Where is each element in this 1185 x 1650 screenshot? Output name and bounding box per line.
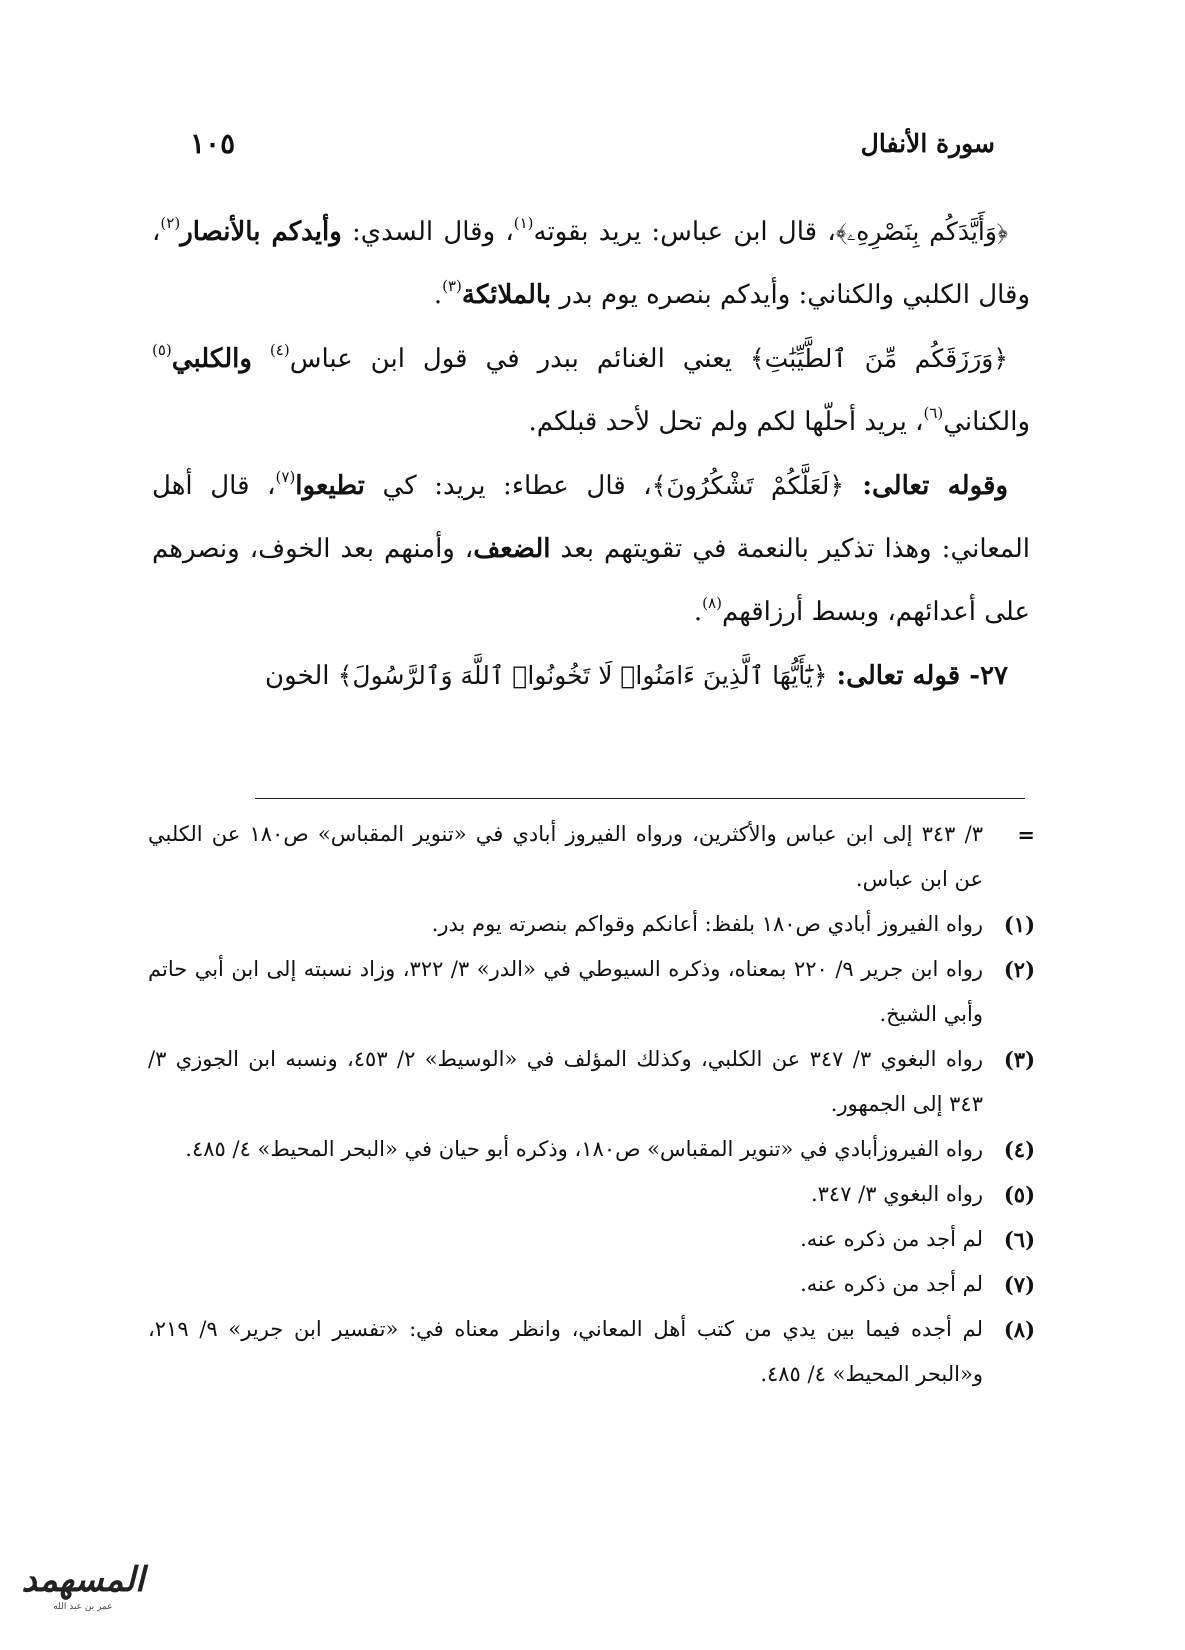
main-text: [152, 200, 1030, 708]
footnote-marker: (١): [1003, 912, 1035, 937]
footnote-text: لم أجد من ذكره عنه.: [800, 1272, 983, 1296]
quran-verse: ﴿لَعَلَّكُمْ تَشْكُرُونَ﴾: [651, 471, 844, 500]
paragraph: وقوله تعالى: ﴿لَعَلَّكُمْ تَشْكُرُونَ﴾، قال عطاء: يريد: كي تطيعوا$^{(٧)}$، قال أهل المعاني: وهذا تذكير بالنعمة في تقويتهم بعد الضعف، وأمنهم بعد الخوف، ونصرهم على أعدائهم، وبسط أرزاقهم$^{(٨)}$.: [152, 468, 1030, 627]
footnote-ref: (٧): [275, 468, 296, 486]
footnote-text: ٣/ ٣٤٣ إلى ابن عباس والأكثرين، ورواه الفيروز أبادي في «تنوير المقباس» ص١٨٠ عن الكلبي عن ابن عباس.: [148, 822, 983, 891]
quran-verse: ﴿وَرَزَقَكُم مِّنَ ٱلطَّيِّبَٰتِ﴾: [750, 344, 1009, 373]
publisher-logo: [8, 1560, 158, 1630]
page-number: ١٠٥: [190, 126, 236, 160]
footnote-marker: (٨): [1003, 1317, 1035, 1342]
footnote-ref: (٨): [702, 594, 722, 612]
paragraph: ﴿وَرَزَقَكُم مِّنَ ٱلطَّيِّبَٰتِ﴾ يعني الغنائم ببدر في قول ابن عباس$^{(٤)}$ والكلبي$^{(٥)}$ والكناني$^{(٦)}$، يريد أحلّها لكم ولم تحل لأحد قبلكم.: [152, 341, 1030, 437]
footnote-ref: (٢): [160, 214, 181, 232]
footnotes: [148, 812, 1035, 1397]
footnote-marker: (٦): [1003, 1227, 1035, 1252]
footnote: [148, 1037, 1035, 1127]
paragraph: ﴿وَأَيَّدَكُم بِنَصْرِهِۦ﴾، قال ابن عباس: يريد بقوته$^{(١)}$، وقال السدي: وأيدكم بالأنصار$^{(٢)}$، وقال الكلبي والكناني: وأيدكم بنصره يوم بدر بالملائكة$^{(٣)}$.: [152, 214, 1030, 310]
footnote-marker: =: [1017, 822, 1035, 847]
footnote-marker: (٢): [1003, 957, 1035, 982]
quran-verse: ﴿وَأَيَّدَكُم بِنَصْرِهِۦ﴾: [835, 217, 1008, 246]
footnote-ref: (٣): [442, 277, 462, 295]
footnote: [148, 1307, 1035, 1397]
quran-verse: ﴿يَٰٓأَيُّهَا ٱلَّذِينَ ءَامَنُوا۟ لَا تَخُونُوا۟ ٱللَّهَ وَٱلرَّسُولَ﴾: [337, 661, 828, 690]
surah-title: سورة الأنفال: [860, 128, 995, 158]
page-header: [190, 118, 995, 168]
footnote-text: لم أجده فيما بين يدي من كتب أهل المعاني، وانظر معناه في: «تفسير ابن جرير» ٩/ ٢١٩، و«البحر المحيط» ٤/ ٤٨٥.: [148, 1317, 983, 1386]
footnote-marker: (٣): [1003, 1047, 1035, 1072]
footnote-separator: [255, 798, 1025, 799]
footnote-text: رواه البغوي ٣/ ٣٤٧.: [810, 1182, 983, 1206]
footnote-text: رواه الفيروز أبادي ص١٨٠ بلفظ: أعانكم وقواكم بنصرته يوم بدر.: [431, 912, 983, 936]
footnote-ref: (٦): [923, 404, 944, 422]
footnote: [148, 1127, 1035, 1172]
footnote-marker: (٥): [1003, 1182, 1035, 1207]
footnote: [148, 812, 1035, 902]
logo-tagline: عمر بن عبد الله: [53, 1602, 113, 1612]
footnote-text: لم أجد من ذكره عنه.: [800, 1227, 983, 1251]
footnote-text: رواه الفيروزأبادي في «تنوير المقباس» ص١٨٠، وذكره أبو حيان في «البحر المحيط» ٤/ ٤٨٥.: [185, 1137, 983, 1161]
footnote-ref: (١): [513, 214, 534, 232]
footnote-marker: (٤): [1003, 1137, 1035, 1162]
footnote: [148, 1172, 1035, 1217]
footnote: [148, 947, 1035, 1037]
footnote: [148, 1262, 1035, 1307]
footnote: [148, 902, 1035, 947]
footnote-marker: (٧): [1003, 1272, 1035, 1297]
footnote-ref: (٤): [269, 341, 290, 359]
footnote-text: رواه ابن جرير ٩/ ٢٢٠ بمعناه، وذكره السيوطي في «الدر» ٣/ ٣٢٢، وزاد نسبته إلى ابن أبي حاتم وأبي الشيخ.: [148, 957, 983, 1026]
footnote-ref: (٥): [152, 341, 172, 359]
paragraph: ٢٧- قوله تعالى: ﴿يَٰٓأَيُّهَا ٱلَّذِينَ ءَامَنُوا۟ لَا تَخُونُوا۟ ٱللَّهَ وَٱلرَّسُولَ﴾ الخون: [265, 661, 1008, 691]
logo-wordmark: المسهمد: [21, 1560, 145, 1600]
footnote-text: رواه البغوي ٣/ ٣٤٧ عن الكلبي، وكذلك المؤلف في «الوسيط» ٢/ ٤٥٣، ونسبه ابن الجوزي ٣/ ٣٤٣ إلى الجمهور.: [148, 1047, 983, 1116]
footnote: [148, 1217, 1035, 1262]
